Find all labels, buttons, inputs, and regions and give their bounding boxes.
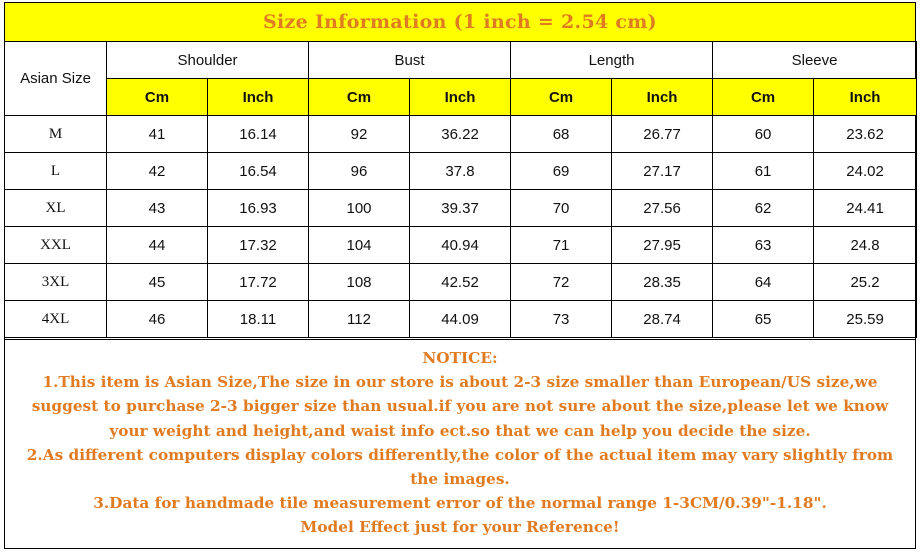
size-label-cell: M [5,116,107,153]
asian-size-header: Asian Size [5,42,107,116]
unit-label-cm: Cm [309,79,410,116]
measurement-cell: 16.54 [208,153,309,190]
measurement-cell: 27.17 [612,153,713,190]
measurement-cell: 40.94 [410,227,511,264]
measurement-cell: 28.74 [612,301,713,338]
table-row [5,301,917,338]
table-row [5,190,917,227]
measurement-cell: 28.35 [612,264,713,301]
notice-item-1: 1.This item is Asian Size,The size in our store is about 2-3 size smaller than European/US size,we suggest to purchase 2-3 bigger size than usual.if you are not sure about the size,please let we know your weight and height,and waist info ect.so that we can help you decide the size. [31,373,889,440]
measurement-cell: 92 [309,116,410,153]
measurement-cell: 41 [107,116,208,153]
unit-label-inch: Inch [612,79,713,116]
notice-item-4: Model Effect just for your Reference! [300,518,620,537]
measurement-cell: 44.09 [410,301,511,338]
size-table [4,41,917,338]
measurement-cell: 112 [309,301,410,338]
measurement-cell: 36.22 [410,116,511,153]
measurement-cell: 16.93 [208,190,309,227]
measurement-cell: 104 [309,227,410,264]
column-group-shoulder: Shoulder [107,42,309,79]
measurement-cell: 25.59 [814,301,917,338]
measurement-cell: 42.52 [410,264,511,301]
measurement-cell: 69 [511,153,612,190]
size-label-cell: XXL [5,227,107,264]
measurement-cell: 61 [713,153,814,190]
measurement-cell: 65 [713,301,814,338]
unit-label-cm: Cm [713,79,814,116]
measurement-cell: 26.77 [612,116,713,153]
measurement-cell: 23.62 [814,116,917,153]
measurement-cell: 45 [107,264,208,301]
size-label-cell: L [5,153,107,190]
measurement-cell: 16.14 [208,116,309,153]
unit-label-inch: Inch [814,79,917,116]
measurement-cell: 96 [309,153,410,190]
table-row [5,264,917,301]
measurement-cell: 73 [511,301,612,338]
size-label-cell: 4XL [5,301,107,338]
measurement-cell: 46 [107,301,208,338]
measurement-cell: 71 [511,227,612,264]
unit-label-cm: Cm [511,79,612,116]
size-table-body [5,116,917,338]
measurement-cell: 17.72 [208,264,309,301]
measurement-cell: 64 [713,264,814,301]
measurement-cell: 44 [107,227,208,264]
measurement-cell: 24.02 [814,153,917,190]
size-label-cell: XL [5,190,107,227]
measurement-cell: 72 [511,264,612,301]
notice-item-3: 3.Data for handmade tile measurement error of the normal range 1-3CM/0.39"-1.18". [93,494,827,513]
table-header-row [5,42,917,79]
measurement-cell: 24.41 [814,190,917,227]
unit-label-cm: Cm [107,79,208,116]
column-group-sleeve: Sleeve [713,42,917,79]
measurement-cell: 62 [713,190,814,227]
measurement-cell: 68 [511,116,612,153]
table-row [5,227,917,264]
unit-label-inch: Inch [208,79,309,116]
measurement-cell: 39.37 [410,190,511,227]
measurement-cell: 37.8 [410,153,511,190]
size-label-cell: 3XL [5,264,107,301]
measurement-cell: 43 [107,190,208,227]
measurement-cell: 60 [713,116,814,153]
notice-section [4,339,916,549]
notice-item-2: 2.As different computers display colors differently,the color of the actual item may vary slightly from the images. [26,445,894,489]
measurement-cell: 27.56 [612,190,713,227]
table-row [5,116,917,153]
unit-header-row [5,79,917,116]
table-row [5,153,917,190]
measurement-cell: 24.8 [814,227,917,264]
size-chart-title: Size Information (1 inch = 2.54 cm) [4,2,916,42]
measurement-cell: 100 [309,190,410,227]
measurement-cell: 17.32 [208,227,309,264]
measurement-cell: 27.95 [612,227,713,264]
measurement-cell: 42 [107,153,208,190]
measurement-cell: 18.11 [208,301,309,338]
notice-heading: NOTICE: [422,349,498,367]
measurement-cell: 25.2 [814,264,917,301]
unit-label-inch: Inch [410,79,511,116]
measurement-cell: 70 [511,190,612,227]
measurement-cell: 63 [713,227,814,264]
measurement-cell: 108 [309,264,410,301]
column-group-length: Length [511,42,713,79]
column-group-bust: Bust [309,42,511,79]
